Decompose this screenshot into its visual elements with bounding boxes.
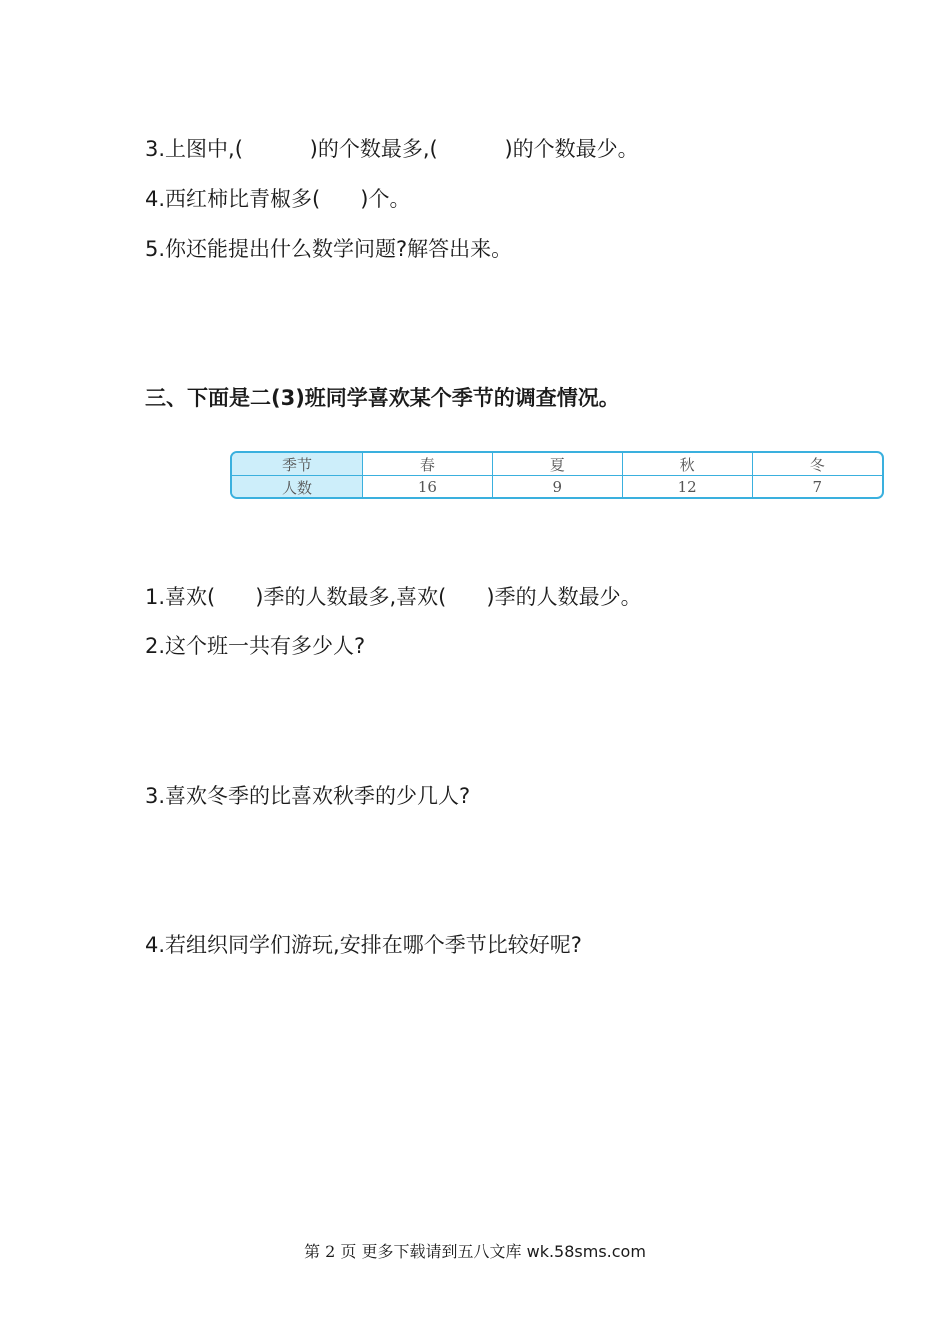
section-3-question-3: 3.喜欢冬季的比喜欢秋季的少几人? — [145, 784, 471, 808]
count-cell: 12 — [622, 476, 752, 499]
season-cell: 夏 — [492, 453, 622, 476]
season-row-label: 季节 — [232, 453, 363, 476]
question-3-most-least: 3.上图中,( )的个数最多,( )的个数最少。 — [145, 137, 639, 161]
section-3-question-1: 1.喜欢( )季的人数最多,喜欢( )季的人数最少。 — [145, 585, 642, 609]
season-cell: 春 — [363, 453, 493, 476]
question-5-own-problem: 5.你还能提出什么数学问题?解答出来。 — [145, 237, 513, 261]
season-cell: 秋 — [622, 453, 752, 476]
count-cell: 7 — [812, 478, 823, 496]
page-footer — [0, 1241, 950, 1263]
question-4-tomato-vs-pepper: 4.西红柿比青椒多( )个。 — [145, 187, 411, 211]
section-3-question-2: 2.这个班一共有多少人? — [145, 634, 366, 658]
section-3-question-4: 4.若组织同学们游玩,安排在哪个季节比较好呢? — [145, 933, 582, 957]
season-survey-table — [230, 451, 884, 499]
count-cell: 9 — [492, 476, 622, 499]
footer-page-text: 第 2 页 更多下载请到五八文库 — [304, 1242, 522, 1261]
season-row — [232, 453, 882, 476]
count-row — [232, 476, 882, 499]
season-cell: 冬 — [752, 453, 882, 476]
count-cell: 16 — [363, 476, 493, 499]
count-row-label: 人数 — [232, 476, 363, 499]
footer-site-link[interactable]: wk.58sms.com — [526, 1242, 646, 1261]
section-3-title: 三、下面是二(3)班同学喜欢某个季节的调查情况。 — [145, 386, 620, 410]
